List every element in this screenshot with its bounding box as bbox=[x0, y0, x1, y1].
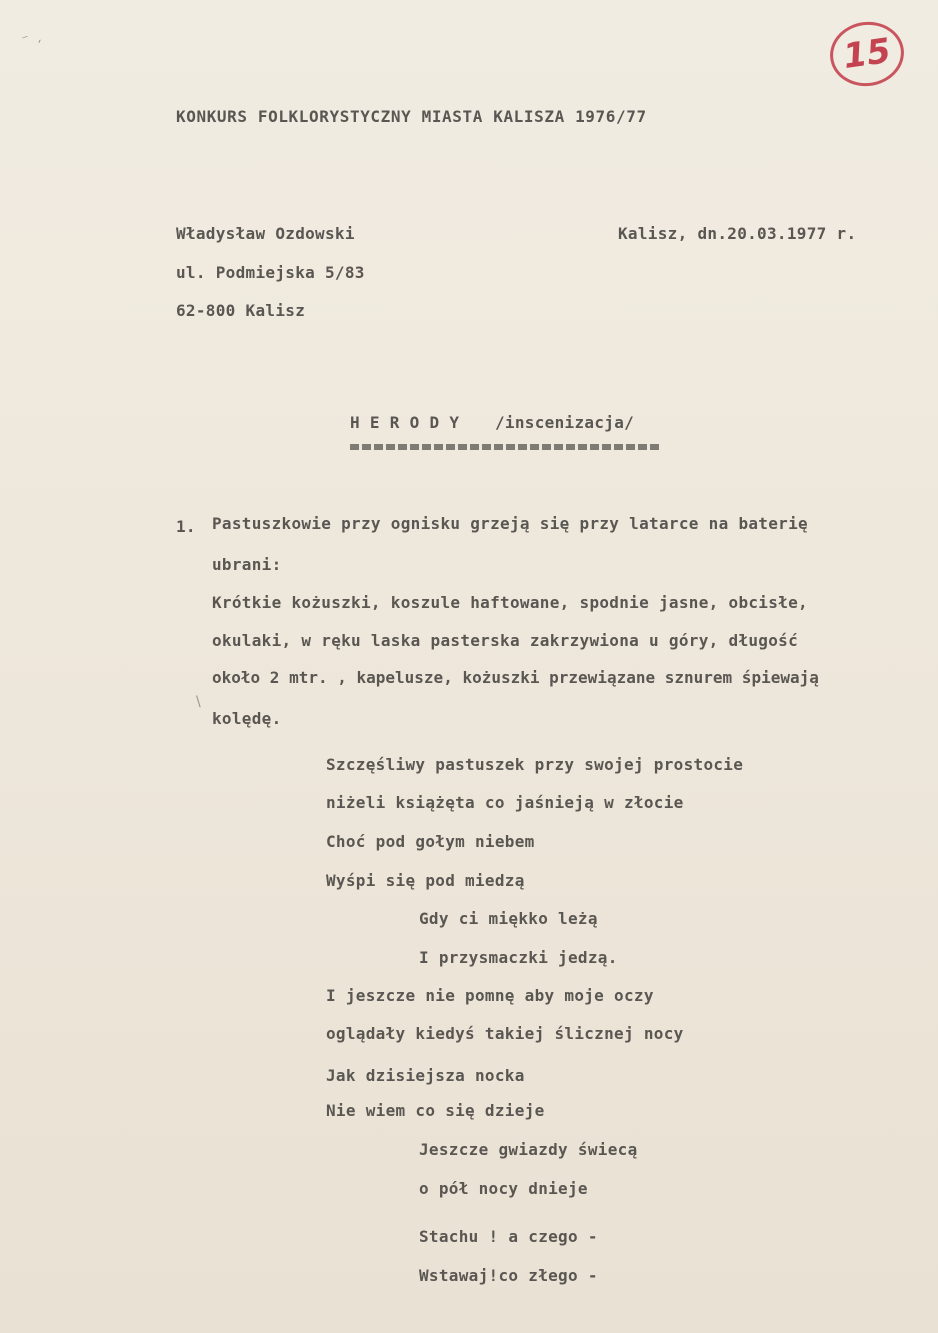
song-line: Gdy ci miękko leżą bbox=[419, 909, 598, 928]
section-line: ubrani: bbox=[212, 555, 282, 574]
document-date: Kalisz, dn.20.03.1977 r. bbox=[618, 224, 857, 243]
song-line: niżeli książęta co jaśnieją w złocie bbox=[326, 793, 684, 812]
page-number: 15 bbox=[840, 30, 894, 78]
margin-mark-icon: \ bbox=[196, 694, 201, 710]
song-line: Stachu ! a czego - bbox=[419, 1227, 598, 1246]
song-line: Choć pod gołym niebem bbox=[326, 832, 535, 851]
song-line: I jeszcze nie pomnę aby moje oczy bbox=[326, 986, 654, 1005]
song-line: Jeszcze gwiazdy świecą bbox=[419, 1140, 638, 1159]
song-line: I przysmaczki jedzą. bbox=[419, 948, 618, 967]
section-number: 1. bbox=[176, 517, 196, 536]
title-main: H E R O D Y bbox=[350, 413, 460, 432]
section-line: kolędę. bbox=[212, 709, 282, 728]
sender-street: ul. Podmiejska 5/83 bbox=[176, 263, 365, 282]
section-line: Pastuszkowie przy ognisku grzeją się przy latarce na baterię bbox=[212, 514, 808, 533]
sender-name: Władysław Ozdowski bbox=[176, 224, 355, 243]
song-line: Wstawaj!co złego - bbox=[419, 1266, 598, 1285]
contest-header: KONKURS FOLKLORYSTYCZNY MIASTA KALISZA 1976/77 bbox=[176, 107, 647, 126]
page-number-stamp bbox=[826, 17, 908, 91]
song-line: o pół nocy dnieje bbox=[419, 1179, 588, 1198]
song-line: oglądały kiedyś takiej ślicznej nocy bbox=[326, 1024, 684, 1043]
song-line: Wyśpi się pod miedzą bbox=[326, 871, 525, 890]
title-underline bbox=[350, 444, 662, 450]
song-line: Szczęśliwy pastuszek przy swojej prostocie bbox=[326, 755, 744, 774]
title-sub: /inscenizacja/ bbox=[495, 413, 635, 432]
section-line: około 2 mtr. , kapelusze, kożuszki przewiązane sznurem śpiewają bbox=[212, 668, 819, 687]
song-line: Nie wiem co się dzieje bbox=[326, 1101, 545, 1120]
section-line: Krótkie kożuszki, koszule haftowane, spodnie jasne, obcisłe, bbox=[212, 593, 808, 612]
pencil-mark-icon: ⁻ ˏ bbox=[19, 27, 44, 49]
song-line: Jak dzisiejsza nocka bbox=[326, 1066, 525, 1085]
section-line: okulaki, w ręku laska pasterska zakrzywiona u góry, długość bbox=[212, 631, 799, 650]
sender-city: 62-800 Kalisz bbox=[176, 301, 306, 320]
